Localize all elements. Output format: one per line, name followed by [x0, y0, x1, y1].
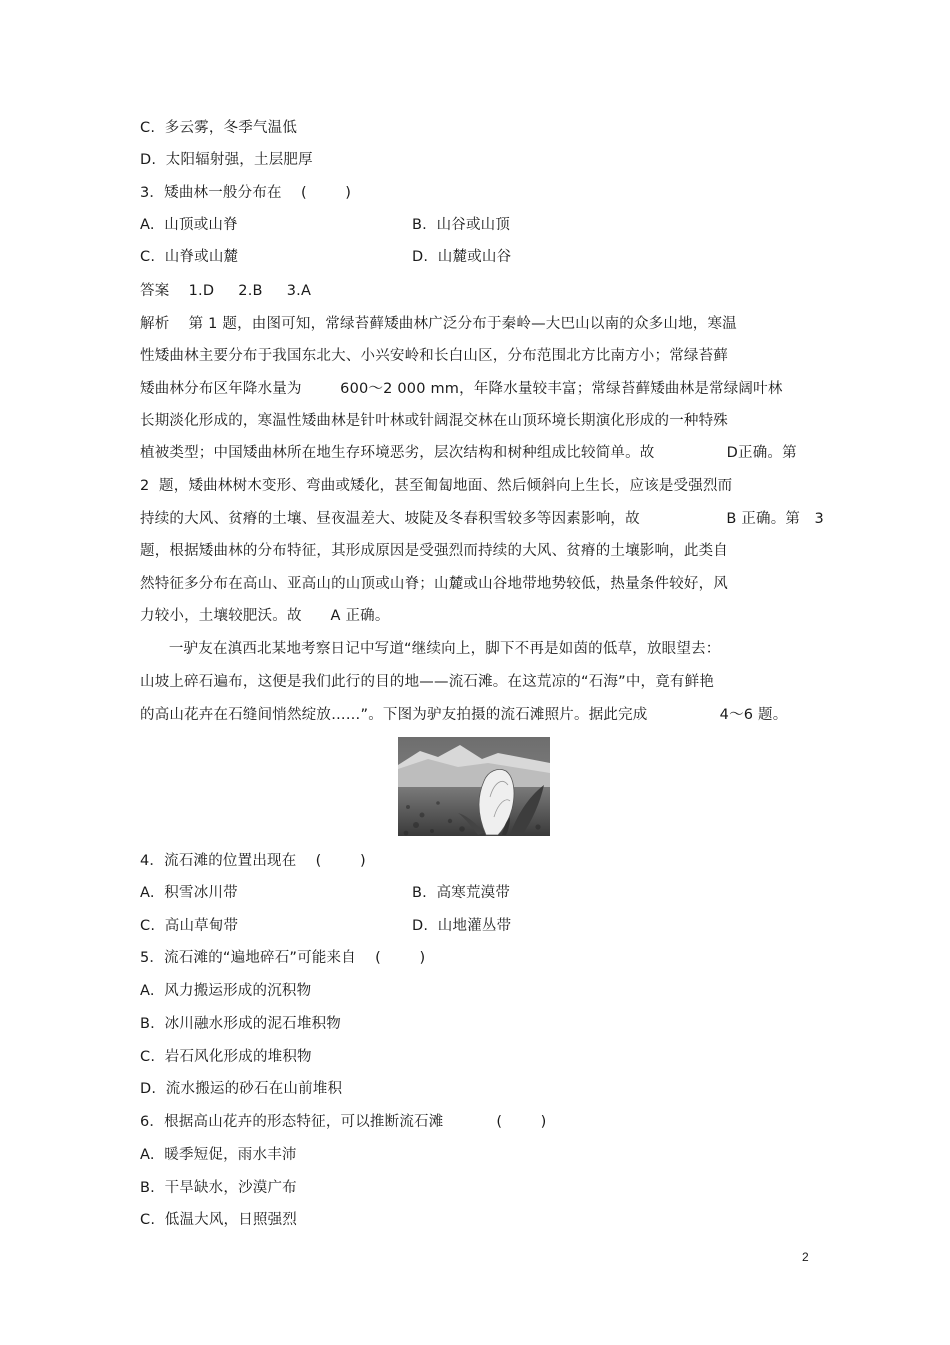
q6-option-b: B. 干旱缺水，沙漠广布	[140, 1180, 297, 1196]
q4-option-b: B. 高寒荒漠带	[412, 885, 511, 901]
q6-stem: 6．根据高山花卉的形态特征，可以推断流石滩 ( )	[140, 1114, 547, 1130]
q3-option-d: D. 山麓或山谷	[412, 249, 512, 265]
q6-option-c: C. 低温大风，日照强烈	[140, 1212, 298, 1228]
q3-option-b: B. 山谷或山顶	[412, 217, 511, 233]
analysis-line: 矮曲林分布区年降水量为 600～2 000 mm，年降水量较丰富；常绿苔藓矮曲林是常绿阔叶林	[140, 381, 783, 397]
q5-option-d: D. 流水搬运的砂石在山前堆积	[140, 1081, 343, 1097]
q3-stem: 3．矮曲林一般分布在 ( )	[140, 185, 352, 201]
q4-stem: 4．流石滩的位置出现在 ( )	[140, 853, 366, 869]
q5-stem: 5．流石滩的“遍地碎石”可能来自 ( )	[140, 950, 426, 966]
analysis-line: 长期淡化形成的，寒温性矮曲林是针叶林或针阔混交林在山顶环境长期演化形成的一种特殊	[140, 413, 728, 429]
analysis-line: 持续的大风、贫瘠的土壤、昼夜温差大、坡陡及冬春积雪较多等因素影响，故 B 正确。第 3	[140, 511, 824, 527]
q2-option-c: C. 多云雾，冬季气温低	[140, 120, 298, 136]
q4-option-d: D. 山地灌丛带	[412, 918, 512, 934]
q3-option-a: A. 山顶或山脊	[140, 217, 238, 233]
passage-line: 一驴友在滇西北某地考察日记中写道“继续向上，脚下不再是如茵的低草，放眼望去：	[140, 641, 721, 657]
q4-option-a: A. 积雪冰川带	[140, 885, 238, 901]
q3-option-c: C. 山脊或山麓	[140, 249, 239, 265]
passage-line: 的高山花卉在石缝间悄然绽放……”。下图为驴友拍摄的流石滩照片。据此完成 4～6 题。	[140, 707, 788, 723]
q2-option-d: D. 太阳辐射强，土层肥厚	[140, 152, 313, 168]
analysis-line: 然特征多分布在高山、亚高山的山顶或山脊；山麓或山谷地带地势较低，热量条件较好，风	[140, 576, 728, 592]
scree-slope-photo	[398, 737, 550, 836]
q6-option-a: A. 暖季短促，雨水丰沛	[140, 1147, 297, 1163]
page-number: 2	[802, 1250, 809, 1264]
q4-option-c: C. 高山草甸带	[140, 918, 239, 934]
q5-option-b: B. 冰川融水形成的泥石堆积物	[140, 1016, 341, 1032]
analysis-line: 力较小，土壤较肥沃。故 A 正确。	[140, 608, 390, 624]
analysis-line: 植被类型；中国矮曲林所在地生存环境恶劣，层次结构和树种组成比较简单。故 D正确。第	[140, 445, 797, 461]
analysis-line: 2 题，矮曲林树木变形、弯曲或矮化，甚至匍匐地面、然后倾斜向上生长，应该是受强烈而	[140, 478, 733, 494]
answer-line: 答案 1.D 2.B 3.A	[140, 283, 312, 299]
q5-option-a: A. 风力搬运形成的沉积物	[140, 983, 312, 999]
passage-line: 山坡上碎石遍布，这便是我们此行的目的地——流石滩。在这荒凉的“石海”中，竟有鲜艳	[140, 674, 715, 690]
analysis-line: 题，根据矮曲林的分布特征，其形成原因是受强烈而持续的大风、贫瘠的土壤影响，此类自	[140, 543, 728, 559]
analysis-line: 解析 第 1 题，由图可知，常绿苔藓矮曲林广泛分布于秦岭—大巴山以南的众多山地，寒温	[140, 316, 737, 332]
analysis-line: 性矮曲林主要分布于我国东北大、小兴安岭和长白山区，分布范围北方比南方小；常绿苔藓	[140, 348, 728, 364]
q5-option-c: C. 岩石风化形成的堆积物	[140, 1049, 312, 1065]
